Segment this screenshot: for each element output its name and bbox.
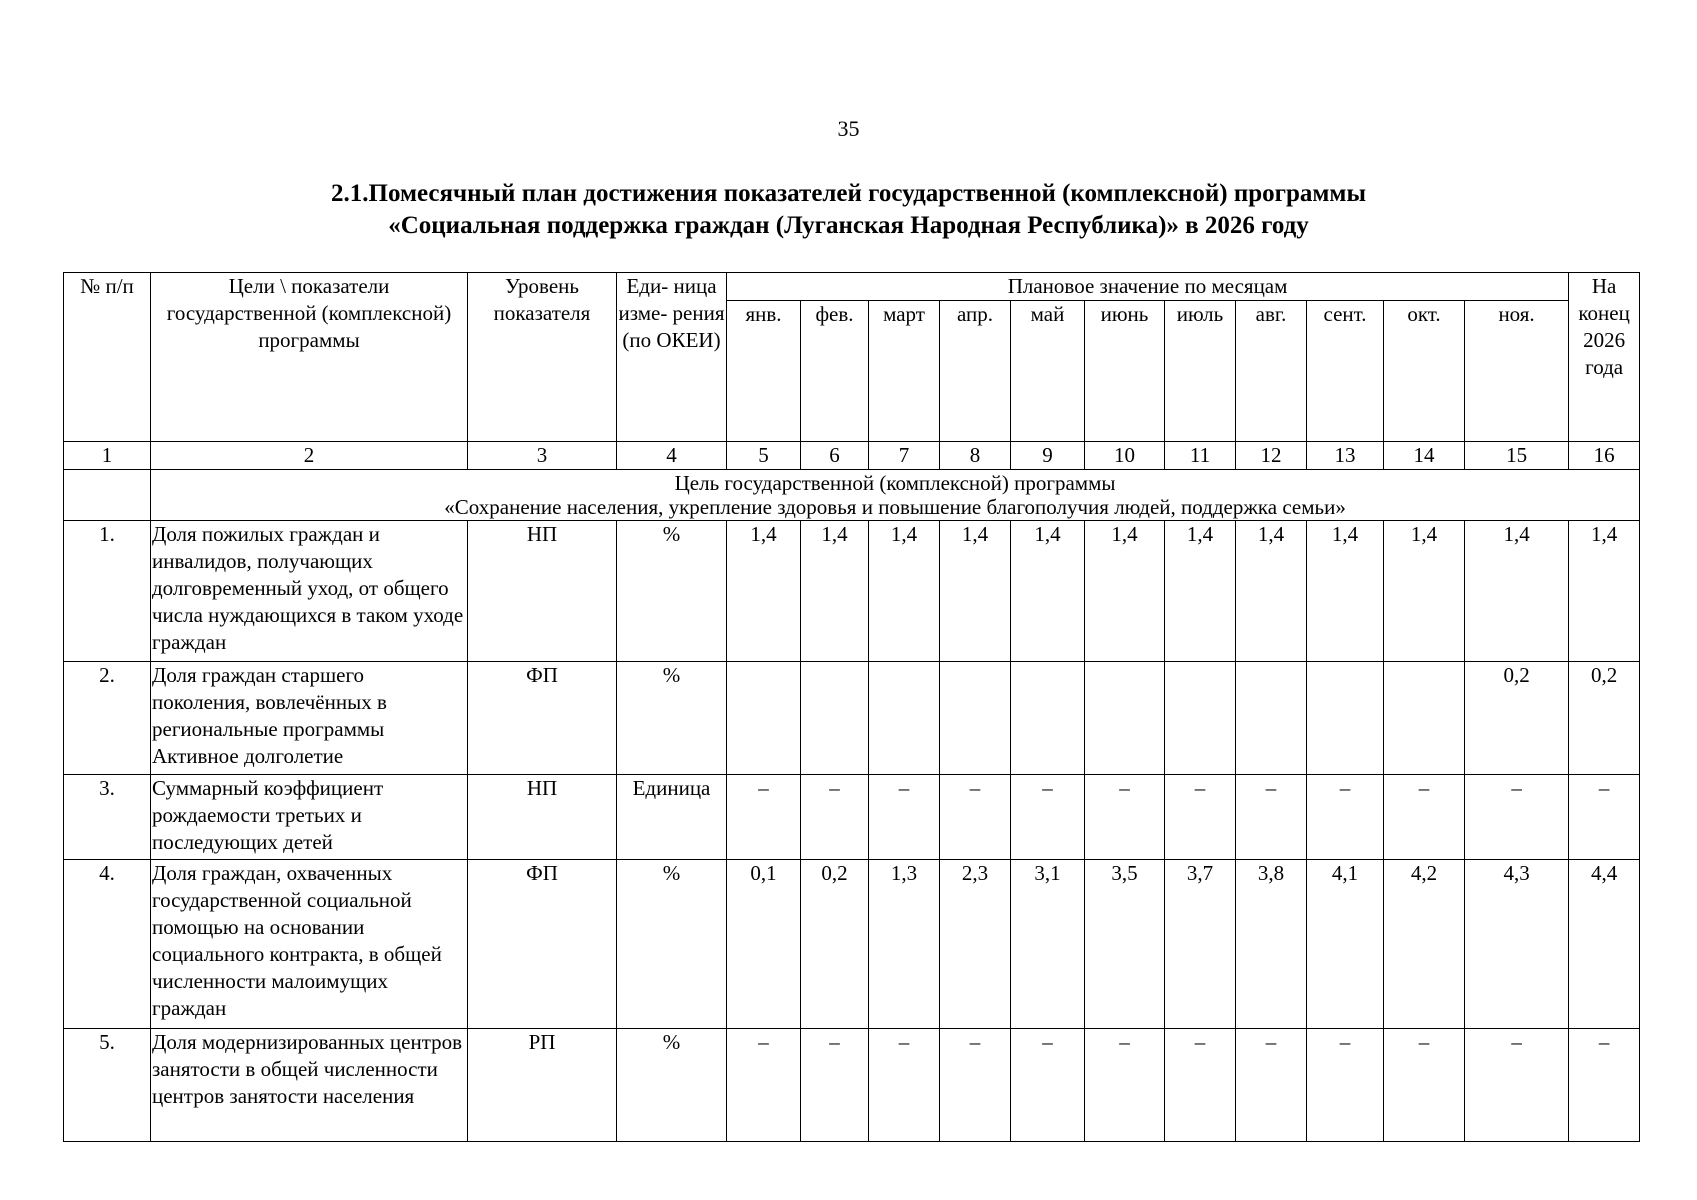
column-number: 7 (869, 442, 940, 470)
row-value: 4,2 (1384, 860, 1465, 1029)
monthly-plan-table (63, 272, 1640, 1142)
row-num: 5. (64, 1029, 151, 1142)
header-month: окт. (1384, 301, 1465, 442)
row-indicator-name: Доля пожилых граждан и инвалидов, получающих долговременный уход, от общего числа нуждающихся в таком уходе граждан (151, 521, 468, 662)
column-numbers-row (64, 442, 1640, 470)
row-unit: % (617, 860, 727, 1029)
column-number: 4 (617, 442, 727, 470)
column-number: 6 (801, 442, 869, 470)
column-number: 15 (1465, 442, 1569, 470)
row-level: ФП (468, 662, 617, 775)
row-value: – (1384, 1029, 1465, 1142)
page-number: 35 (837, 116, 860, 141)
row-unit: Единица (617, 775, 727, 860)
goal-row (64, 470, 1640, 521)
row-value: 0,2 (801, 860, 869, 1029)
row-value: 4,3 (1465, 860, 1569, 1029)
row-value: – (801, 1029, 869, 1142)
row-value: – (1236, 1029, 1307, 1142)
row-value-end: 4,4 (1569, 860, 1640, 1029)
row-value (1307, 662, 1384, 775)
row-value (1384, 662, 1465, 775)
document-title (0, 178, 1697, 242)
row-value-end: 0,2 (1569, 662, 1640, 775)
header-month: янв. (727, 301, 801, 442)
row-value: 1,4 (801, 521, 869, 662)
table-row (64, 775, 1640, 860)
row-value: – (1085, 1029, 1165, 1142)
header-month: май (1011, 301, 1085, 442)
column-number: 9 (1011, 442, 1085, 470)
row-value-end: 1,4 (1569, 521, 1640, 662)
row-value: 1,4 (1384, 521, 1465, 662)
row-indicator-name: Суммарный коэффициент рождаемости третьих и последующих детей (151, 775, 468, 860)
header-month: фев. (801, 301, 869, 442)
row-level: НП (468, 775, 617, 860)
row-value: 3,8 (1236, 860, 1307, 1029)
row-value: 4,1 (1307, 860, 1384, 1029)
row-num: 4. (64, 860, 151, 1029)
header-month: июль (1165, 301, 1236, 442)
row-indicator-name: Доля граждан старшего поколения, вовлечённых в региональные программы Активное долголетие (151, 662, 468, 775)
row-value: – (1307, 775, 1384, 860)
row-value: – (1165, 1029, 1236, 1142)
title-line-1: 2.1.Помесячный план достижения показателей государственной (комплексной) программы (331, 180, 1366, 207)
table-row (64, 521, 1640, 662)
row-value (727, 662, 801, 775)
row-value: – (1384, 775, 1465, 860)
row-value (1085, 662, 1165, 775)
row-value: – (1465, 1029, 1569, 1142)
column-number: 8 (940, 442, 1011, 470)
goal-line-2: «Сохранение населения, укрепление здоровья и повышение благополучия людей, поддержка семьи» (444, 495, 1346, 519)
column-number: 1 (64, 442, 151, 470)
column-number: 10 (1085, 442, 1165, 470)
row-num: 2. (64, 662, 151, 775)
table-row (64, 662, 1640, 775)
goal-cell (151, 470, 1640, 521)
row-value: – (1307, 1029, 1384, 1142)
header-month: июнь (1085, 301, 1165, 442)
row-unit: % (617, 662, 727, 775)
column-number: 16 (1569, 442, 1640, 470)
row-value: 1,4 (1465, 521, 1569, 662)
row-level: ФП (468, 860, 617, 1029)
row-value-end: – (1569, 775, 1640, 860)
header-num: № п/п (64, 273, 151, 442)
header-end: На конец 2026 года (1569, 273, 1640, 442)
row-value: – (1465, 775, 1569, 860)
row-value: 3,1 (1011, 860, 1085, 1029)
row-value (801, 662, 869, 775)
header-level: Уровень показателя (468, 273, 617, 442)
title-line-2: «Социальная поддержка граждан (Луганская Народная Республика)» в 2026 году (388, 212, 1309, 239)
row-value: 3,7 (1165, 860, 1236, 1029)
header-unit: Еди- ница изме- рения (по ОКЕИ) (617, 273, 727, 442)
row-value: 1,4 (1236, 521, 1307, 662)
header-month: сент. (1307, 301, 1384, 442)
column-number: 14 (1384, 442, 1465, 470)
row-value: – (1165, 775, 1236, 860)
row-indicator-name: Доля граждан, охваченных государственной социальной помощью на основании социального контракта, в общей численности малоимущих граждан (151, 860, 468, 1029)
row-value: 1,4 (869, 521, 940, 662)
header-month: авг. (1236, 301, 1307, 442)
row-level: НП (468, 521, 617, 662)
header-month: апр. (940, 301, 1011, 442)
row-value: 0,2 (1465, 662, 1569, 775)
goal-num-cell (64, 470, 151, 521)
row-value: 3,5 (1085, 860, 1165, 1029)
row-value: – (1011, 775, 1085, 860)
row-value: 1,4 (1307, 521, 1384, 662)
row-unit: % (617, 521, 727, 662)
header-name: Цели \ показатели государственной (комплексной) программы (151, 273, 468, 442)
row-indicator-name: Доля модернизированных центров занятости в общей численности центров занятости населения (151, 1029, 468, 1142)
row-value-end: – (1569, 1029, 1640, 1142)
row-value: 1,4 (1165, 521, 1236, 662)
row-value: 1,4 (1085, 521, 1165, 662)
header-plan: Плановое значение по месяцам (727, 273, 1569, 301)
table-row (64, 860, 1640, 1029)
row-value (1165, 662, 1236, 775)
row-value: – (940, 1029, 1011, 1142)
row-num: 1. (64, 521, 151, 662)
row-value: – (727, 775, 801, 860)
column-number: 13 (1307, 442, 1384, 470)
header-month: март (869, 301, 940, 442)
row-value (1236, 662, 1307, 775)
column-number: 11 (1165, 442, 1236, 470)
column-number: 3 (468, 442, 617, 470)
column-number: 2 (151, 442, 468, 470)
column-number: 5 (727, 442, 801, 470)
table-row (64, 1029, 1640, 1142)
row-value: – (869, 775, 940, 860)
row-value (869, 662, 940, 775)
row-value: 2,3 (940, 860, 1011, 1029)
row-value (940, 662, 1011, 775)
row-value: – (801, 775, 869, 860)
column-number: 12 (1236, 442, 1307, 470)
row-num: 3. (64, 775, 151, 860)
row-value: – (1011, 1029, 1085, 1142)
row-value: – (1085, 775, 1165, 860)
row-value: 1,4 (940, 521, 1011, 662)
row-value: 1,4 (727, 521, 801, 662)
header-row (64, 273, 1640, 301)
goal-line-1: Цель государственной (комплексной) программы (674, 471, 1116, 495)
row-unit: % (617, 1029, 727, 1142)
row-value: 1,4 (1011, 521, 1085, 662)
row-value: 1,3 (869, 860, 940, 1029)
header-month: ноя. (1465, 301, 1569, 442)
row-value (1011, 662, 1085, 775)
row-value: 0,1 (727, 860, 801, 1029)
row-value: – (727, 1029, 801, 1142)
row-value: – (940, 775, 1011, 860)
row-value: – (1236, 775, 1307, 860)
row-value: – (869, 1029, 940, 1142)
row-level: РП (468, 1029, 617, 1142)
